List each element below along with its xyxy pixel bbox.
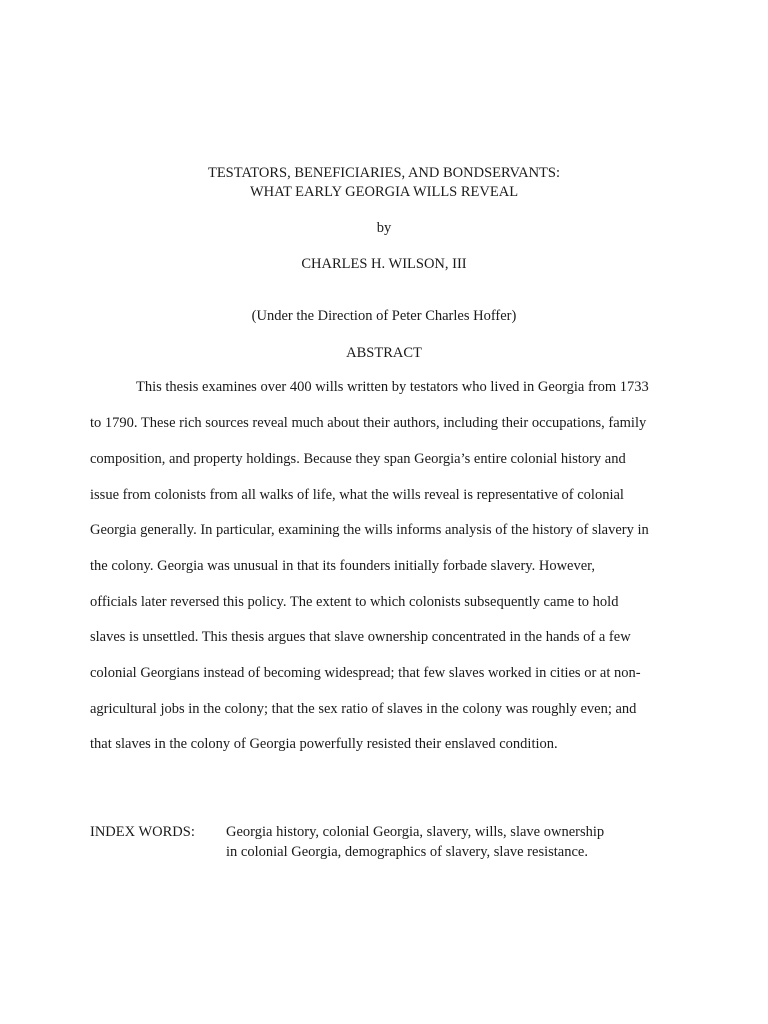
abstract-heading: ABSTRACT [346,345,422,361]
by-line: by [376,220,392,236]
abstract-line: This thesis examines over 400 wills written by testators who lived in Georgia from 1733 [136,379,649,395]
advisor-line: (Under the Direction of Peter Charles Hoffer) [251,308,517,324]
abstract-line: that slaves in the colony of Georgia powerfully resisted their enslaved condition. [90,736,558,752]
abstract-line: issue from colonists from all walks of life, what the wills reveal is representative of colonial [90,487,624,503]
abstract-line: agricultural jobs in the colony; that the sex ratio of slaves in the colony was roughly even; and [90,701,637,717]
abstract-line: composition, and property holdings. Because they span Georgia’s entire colonial history and [90,451,626,467]
index-words-label: INDEX WORDS: [90,824,195,840]
abstract-line: Georgia generally. In particular, examining the wills informs analysis of the history of slavery in [90,522,649,538]
abstract-line: the colony. Georgia was unusual in that its founders initially forbade slavery. However, [90,558,596,574]
index-words-line: in colonial Georgia, demographics of slavery, slave resistance. [226,844,588,860]
index-words-line: Georgia history, colonial Georgia, slavery, wills, slave ownership [226,824,605,840]
abstract-line: slaves is unsettled. This thesis argues that slave ownership concentrated in the hands of a few [90,629,631,645]
author-name: CHARLES H. WILSON, III [301,256,467,272]
thesis-title-line-1: TESTATORS, BENEFICIARIES, AND BONDSERVANTS: [207,165,561,181]
abstract-line: to 1790. These rich sources reveal much about their authors, including their occupations, family [90,415,647,431]
thesis-title-line-2: WHAT EARLY GEORGIA WILLS REVEAL [249,184,519,200]
abstract-line: colonial Georgians instead of becoming widespread; that few slaves worked in cities or at non- [90,665,641,681]
abstract-line: officials later reversed this policy. The extent to which colonists subsequently came to hold [90,594,619,610]
